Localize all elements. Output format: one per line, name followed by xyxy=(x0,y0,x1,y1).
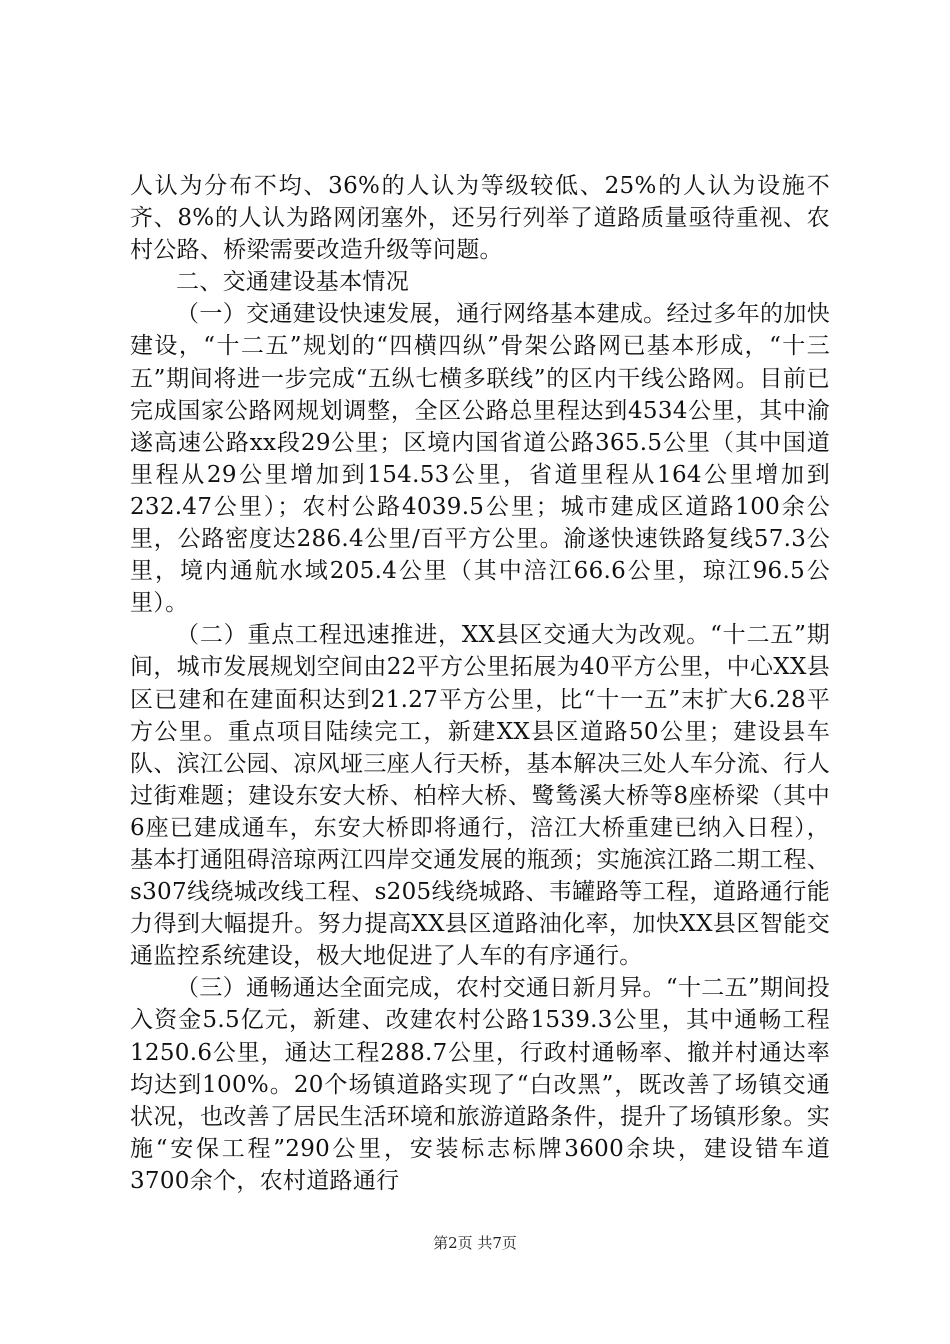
paragraph-survey-continuation: 人认为分布不均、36%的人认为等级较低、25%的人认为设施不齐、8%的人认为路网闭塞外，还另行列举了道路质量亟待重视、农村公路、桥梁需要改造升级等问题。 xyxy=(130,173,830,264)
page-footer: 第2页 共7页 xyxy=(433,1234,517,1252)
paragraph-network-development: （一）交通建设快速发展，通行网络基本建成。经过多年的加快建设，“十二五”规划的“四横四纵”骨架公路网已基本形成，“十三五”期间将进一步完成“五纵七横多联线”的区内干线公路网。目前已完成国家公路网规划调整，全区公路总里程达到4534公里，其中渝遂高速公路xx段29公里；区境内国省道公路365.5公里（其中国道里程从29公里增加到154.53公里，省道里程从164公里增加到232.47公里）；农村公路4039.5公里；城市建成区道路100余公里，公路密度达286.4公里/百平方公里。渝遂快速铁路复线57.3公里，境内通航水域205.4公里（其中涪江66.6公里，琼江96.5公里）。 xyxy=(130,301,830,617)
section-heading-transport-basics: 二、交通建设基本情况 xyxy=(176,269,409,296)
document-body xyxy=(130,170,830,1197)
paragraph-rural-transport: （三）通畅通达全面完成，农村交通日新月异。“十二五”期间投入资金5.5亿元，新建、改建农村公路1539.3公里，其中通畅工程1250.6公里，通达工程288.7公里，行政村通畅率、撤并村通达率均达到100%。20个场镇道路实现了“白改黑”，既改善了场镇交通状况，也改善了居民生活环境和旅游道路条件，提升了场镇形象。实施“安保工程”290公里，安装标志标牌3600余块，建设错车道3700余个，农村道路通行 xyxy=(130,975,830,1194)
paragraph-key-projects: （二）重点工程迅速推进，XX县区交通大为改观。“十二五”期间，城市发展规划空间由22平方公里拓展为40平方公里，中心XX县区已建和在建面积达到21.27平方公里，比“十一五”末扩大6.28平方公里。重点项目陆续完工，新建XX县区道路50公里；建设县车队、滨江公园、凉风垭三座人行天桥，基本解决三处人车分流、行人过街难题；建设东安大桥、柏梓大桥、鹭鸶溪大桥等8座桥梁（其中6座已建成通车，东安大桥即将通行，涪江大桥重建已纳入日程），基本打通阻碍涪琼两江四岸交通发展的瓶颈；实施滨江路二期工程、s307线绕城改线工程、s205线绕城路、韦罐路等工程，道路通行能力得到大幅提升。努力提高XX县区道路油化率，加快XX县区智能交通监控系统建设，极大地促进了人车的有序通行。 xyxy=(130,622,830,970)
